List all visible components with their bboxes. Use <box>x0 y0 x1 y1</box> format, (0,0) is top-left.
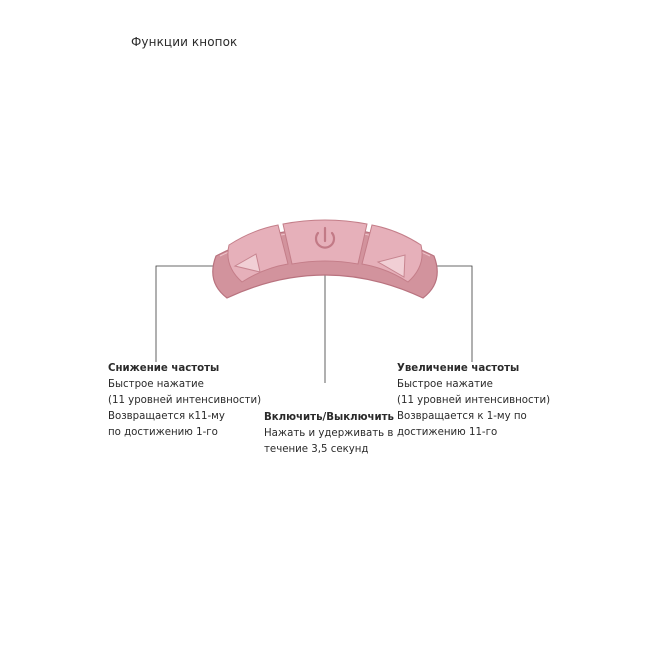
decrease-line: (11 уровней интенсивности) <box>108 395 262 406</box>
power-line: Нажать и удерживать в <box>264 428 394 439</box>
power-heading: Включить/Выключить <box>264 412 394 423</box>
increase-line: Возвращается к 1-му по <box>397 411 527 422</box>
power-button[interactable] <box>283 220 367 264</box>
decrease-line: по достижению 1-го <box>108 427 218 438</box>
power-description <box>264 410 394 458</box>
increase-line: (11 уровней интенсивности) <box>397 395 551 406</box>
increase-line: Быстрое нажатие <box>397 379 493 390</box>
decrease-line: Быстрое нажатие <box>108 379 204 390</box>
increase-heading: Увеличение частоты <box>397 363 520 374</box>
increase-line: достижению 11-го <box>397 427 498 438</box>
leader-line-left <box>156 266 214 362</box>
increase-description <box>397 361 550 441</box>
decrease-line: Возвращается к11-му <box>108 411 225 422</box>
power-line: течение 3,5 секунд <box>264 444 369 455</box>
decrease-description <box>108 361 261 441</box>
page-title: Функции кнопок <box>131 35 238 49</box>
decrease-heading: Снижение частоты <box>108 363 220 374</box>
